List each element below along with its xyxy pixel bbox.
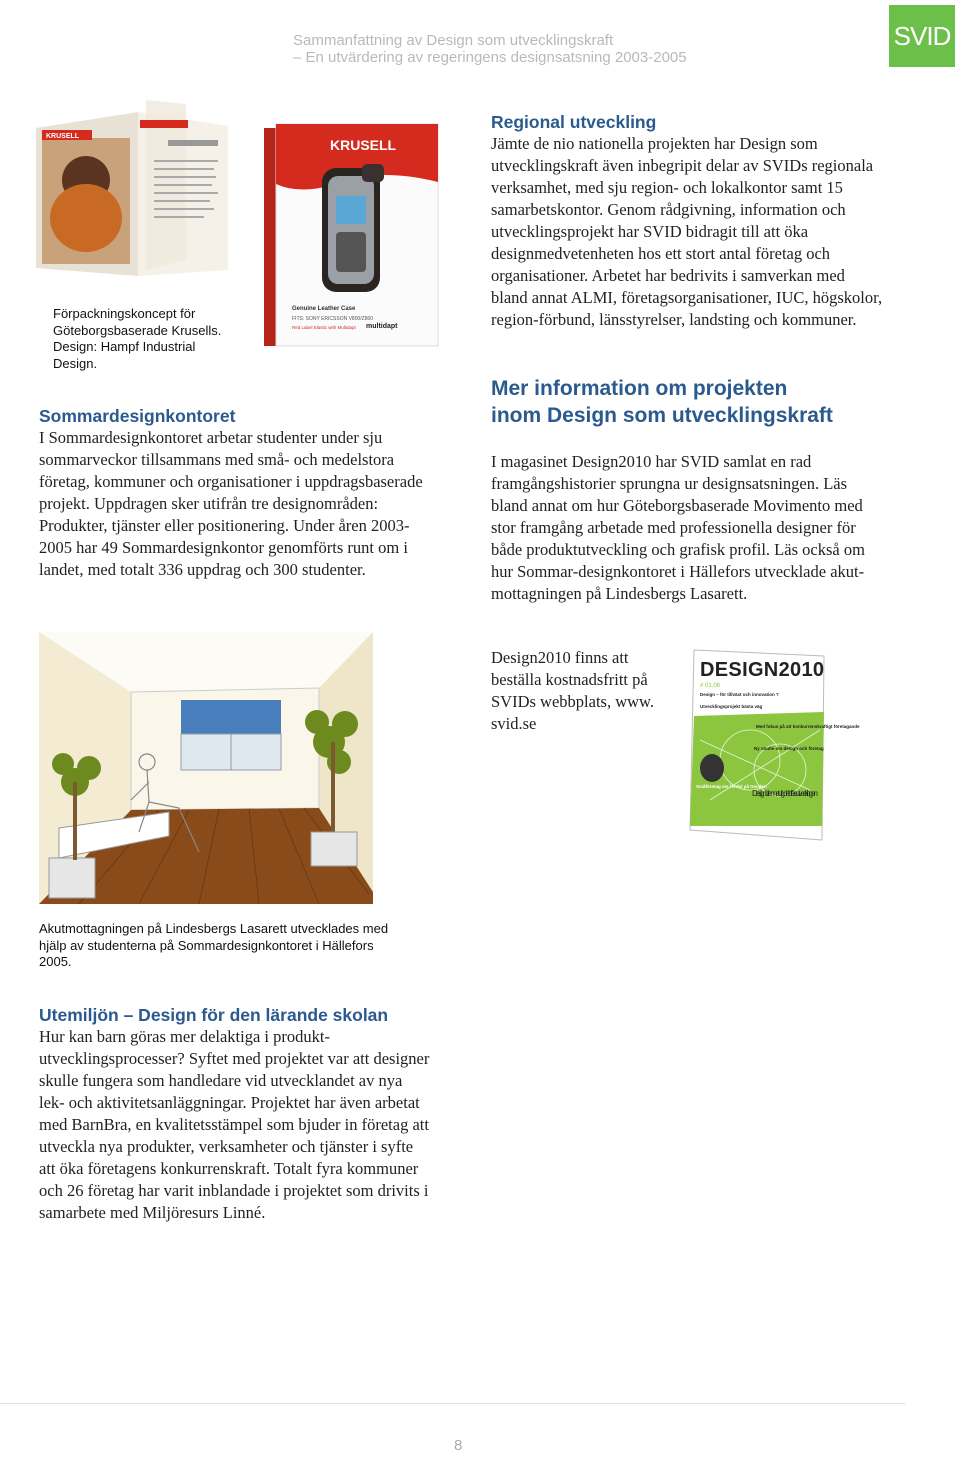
utemiljo-heading: Utemiljön – Design för den lärande skolan: [39, 1005, 389, 1025]
order-info: [491, 647, 681, 735]
lasarett-caption: Akutmottagningen på Lindesbergs Lasarett utvecklades med hjälp av studenterna på Sommardesignkontoret i Hällefors 2005.: [39, 921, 389, 969]
svg-text:Ny studie om design och företa: Ny studie om design och företag: [754, 746, 824, 751]
svg-text:Utvecklingsprojekt bästa väg: Utvecklingsprojekt bästa väg: [700, 704, 763, 709]
mer-heading-line2: inom Design som utvecklingskraft: [491, 404, 833, 427]
header-title-line1: Sammanfattning av Design som utvecklingskraft: [293, 32, 614, 49]
svg-text:Genuine Leather Case: Genuine Leather Case: [292, 306, 356, 312]
svg-text:# 01.06: # 01.06: [700, 683, 721, 689]
svg-text:Red Label Elastic with Multida: Red Label Elastic with Multidapt: [292, 325, 356, 330]
regional-section: [491, 111, 883, 331]
sommar-section: [39, 405, 429, 581]
svg-text:FITS: SONY ERICSSON V800/Z800: FITS: SONY ERICSSON V800/Z800: [292, 316, 374, 322]
krusell-caption: Förpackningskoncept för Göteborgsbaserade Krusells. Design: Hampf Industrial Design.: [53, 306, 222, 371]
svg-text:Design blir en naturlig del i: Design blir en naturlig del i affärsutvecklingen: [752, 789, 818, 798]
utemiljo-section: [39, 1004, 431, 1224]
svg-text:DESIGN2010: DESIGN2010: [700, 659, 824, 681]
utemiljo-text: Hur kan barn göras mer delaktiga i produkt-utvecklingsprocesser? Syftet med projektet var att designer skulle fungera som handledare vid utvecklandet av nya lek- och aktivitetsanläggningar. Projektet har även arbetat med BarnBra, en kvalitetsstämpel som bjuder in företag att utveckla nya produkter, verksamheter och tjänster i syfte att öka företagens konkurrenskraft. Totalt fyra kommuner och 26 företag har varit inblandade i projektet som drivits i samarbete med Miljöresurs Linné.: [39, 1027, 430, 1222]
krusell-booklet-image: [28, 100, 240, 286]
sommar-text: I Sommardesignkontoret arbetar studenter under sju sommarveckor tillsammans med små- och medelstora företag, kommuner och organisationer i uppdragsbaserade projekt. Uppdragen sker utifrån tre designområden: Produkter, tjänster eller positionering. Under åren 2003-2005 har 49 Sommardesignkontor genomförts runt om i landet, med totalt 336 uppdrag och 300 studenter.: [39, 428, 423, 579]
order-text: Design2010 finns att beställa kostnadsfritt på SVIDs webbplats, www. svid.se: [491, 648, 655, 733]
header-title-line2: – En utvärdering av regeringens designsatsning 2003-2005: [293, 49, 687, 66]
sommar-heading: Sommardesignkontoret: [39, 406, 236, 426]
svg-text:KRUSELL: KRUSELL: [46, 133, 80, 140]
page-number: 8: [454, 1437, 463, 1454]
svg-text:Småföretag ser fördel på trend: Småföretag ser fördel på trenden: [696, 784, 767, 789]
design2010-magazine-image: [690, 650, 860, 842]
krusell-case-image: [262, 124, 440, 356]
regional-heading: Regional utveckling: [491, 112, 657, 132]
svg-text:Design – för tillväxt och inno: Design – för tillväxt och innovation ?: [700, 692, 779, 697]
svg-text:multidapt: multidapt: [366, 323, 398, 330]
mer-section: [491, 375, 883, 605]
regional-text: Jämte de nio nationella projekten har Design som utvecklingskraft även inbegripit delar av SVIDs regionala verksamhet, med sju region- och lokalkontor samt 15 samarbetskontor. Genom rådgivning, information och utvecklingsprojekt har SVID bidragit till att öka designmedvetenheten hos ett stort antal företag och organisationer. Arbetet har bedrivits i samverkan med bland annat ALMI, företagsorganisationer, IUC, högskolor, region-förbund, länsstyrelser, landsting och kommuner.: [491, 134, 883, 329]
svid-logo: SVID: [889, 5, 955, 67]
akutmottagning-illustration: [39, 632, 373, 904]
footer-divider: [0, 1403, 905, 1404]
svg-text:Med fokus på att konkurrenskra: Med fokus på att konkurrenskraftigt företagande: [756, 724, 860, 729]
mer-text: I magasinet Design2010 har SVID samlat en rad framgångshistorier sprungna ur designsatsningen. Läs bland annat om hur Göteborgsbaserade Movimento med stor framgång arbetade med professionella designer för både produktutveckling och grafisk profil. Läs också om hur Sommar-designkontoret i Hällefors utvecklade akut-mottagningen på Lindesbergs Lasarett.: [491, 452, 865, 603]
header-title: [293, 32, 687, 66]
svg-text:KRUSELL: KRUSELL: [330, 137, 397, 153]
mer-heading-line1: Mer information om projekten: [491, 377, 788, 400]
